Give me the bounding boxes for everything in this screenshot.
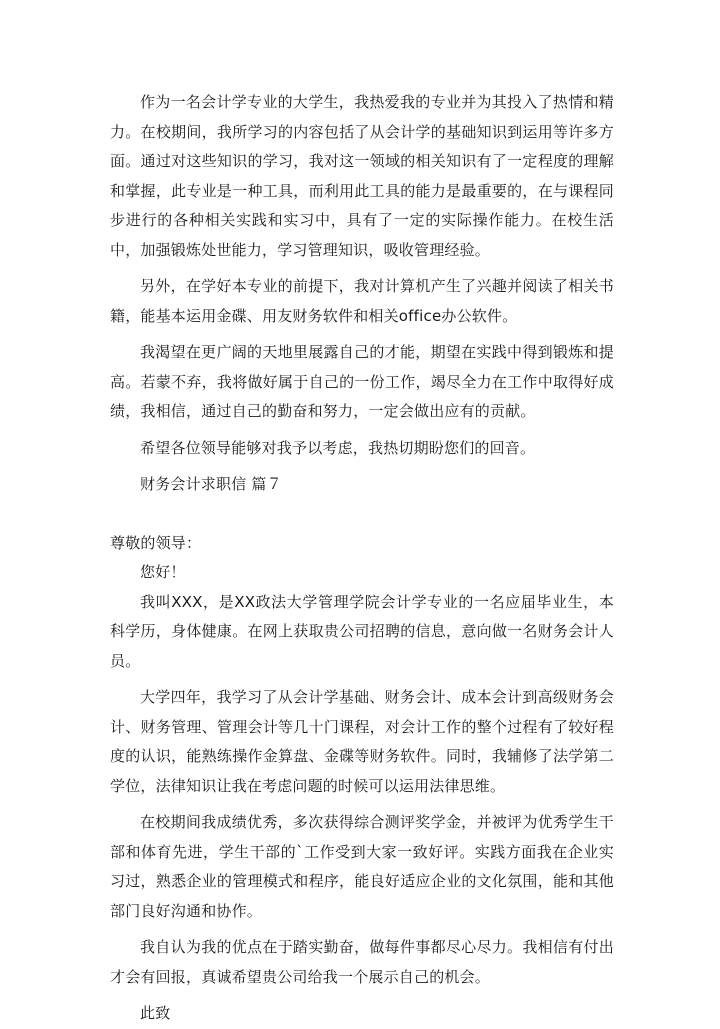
- paragraph-strengths: 我自认为我的优点在于踏实勤奋，做每件事都尽心尽力。我相信有付出才会有回报，真诚希望贵公司给我一个展示自己的机会。: [110, 938, 614, 986]
- paragraph-achievements: 在校期间我成绩优秀，多次获得综合测评奖学金，并被评为优秀学生干部和体育先进，学生干部的`工作受到大家一致好评。实践方面我在企业实习过，熟悉企业的管理模式和程序，能良好适应企业的文化氛围，能和其他部门良好沟通和协作。: [110, 813, 614, 920]
- paragraph-education: 大学四年，我学习了从会计学基础、财务会计、成本会计到高级财务会计、财务管理、管理会计等几十门课程，对会计工作的整个过程有了较好程度的认识，能熟练操作金算盘、金碟等财务软件。同时，我辅修了法学第二学位，法律知识让我在考虑问题的时候可以运用法律思维。: [110, 688, 614, 795]
- greeting: 您好！: [140, 563, 186, 581]
- paragraph-aspiration: 我渴望在更广阔的天地里展露自己的才能，期望在实践中得到锻炼和提高。若蒙不弃，我将做好属于自己的一份工作，竭尽全力在工作中取得好成绩，我相信，通过自己的勤奋和努力，一定会做出应有的贡献。: [110, 343, 614, 420]
- paragraph-self-intro: 我叫XXX，是XX政法大学管理学院会计学专业的一名应届毕业生，本科学历，身体健康。在网上获取贵公司招聘的信息，意向做一名财务会计人员。: [110, 592, 614, 670]
- paragraph-hope: 希望各位领导能够对我予以考虑，我热切期盼您们的回音。: [140, 438, 536, 457]
- closing: 此致: [140, 1004, 171, 1022]
- salutation: 尊敬的领导：: [110, 533, 202, 552]
- paragraph-intro: 作为一名会计学专业的大学生，我热爱我的专业并为其投入了热情和精力。在校期间，我所学习的内容包括了从会计学的基础知识到运用等许多方面。通过对这些知识的学习，我对这一领域的相关知识有了一定程度的理解和掌握，此专业是一种工具，而利用此工具的能力是最重要的，在与课程同步进行的各种相关实践和实习中，具有了一定的实际操作能力。在校生活中，加强锻炼处世能力，学习管理知识，吸收管理经验。: [110, 93, 614, 259]
- document-page: [110, 88, 614, 1029]
- section-title: 财务会计求职信 篇７: [140, 475, 282, 493]
- paragraph-computer-skills: 另外，在学好本专业的前提下，我对计算机产生了兴趣并阅读了相关书籍，能基本运用金碟、用友财务软件和相关office办公软件。: [110, 277, 614, 325]
- blank-line: [110, 500, 614, 529]
